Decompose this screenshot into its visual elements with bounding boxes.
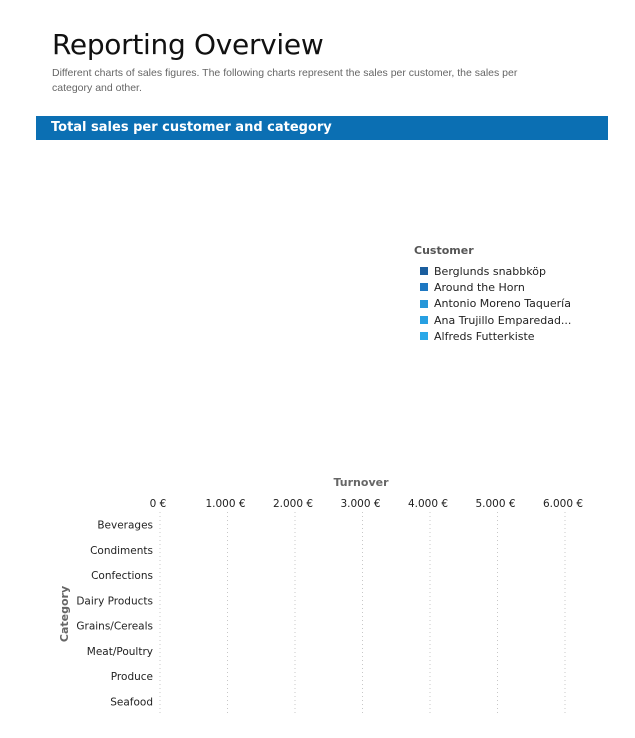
x-tick-label: 2.000 € [272,498,314,510]
x-axis-title: Turnover [333,476,389,489]
category-labels [76,520,153,709]
x-tick-label: 6.000 € [542,498,584,510]
category-label: Condiments [90,544,153,557]
page-description: Different charts of sales figures. The following charts represent the sales per customer, the sales per category and other. [52,67,518,94]
section-title: Total sales per customer and category [51,120,332,135]
gridlines [160,512,565,714]
legend-label: Antonio Moreno Taquería [434,297,571,311]
legend-label: Ana Trujillo Emparedad... [434,313,572,327]
x-tick-labels [150,498,583,510]
category-label: Beverages [97,519,153,532]
y-axis-title: Category [58,585,71,643]
legend-label: Alfreds Futterkiste [434,329,535,343]
x-tick-label: 0 € [149,498,167,510]
category-label: Seafood [110,696,153,709]
x-tick-label: 4.000 € [407,498,449,510]
legend-label: Berglunds snabbköp [434,264,546,278]
category-label: Produce [110,671,153,684]
category-label: Confections [91,570,153,583]
page-title: Reporting Overview [52,28,324,61]
legend-label: Around the Horn [434,280,525,294]
x-tick-label: 1.000 € [205,498,246,510]
legend-title: Customer [414,244,474,257]
x-tick-label: 5.000 € [475,498,516,510]
x-tick-label: 3.000 € [340,498,381,510]
category-label: Dairy Products [76,595,153,608]
category-label: Grains/Cereals [76,620,153,633]
category-label: Meat/Poultry [86,645,153,658]
